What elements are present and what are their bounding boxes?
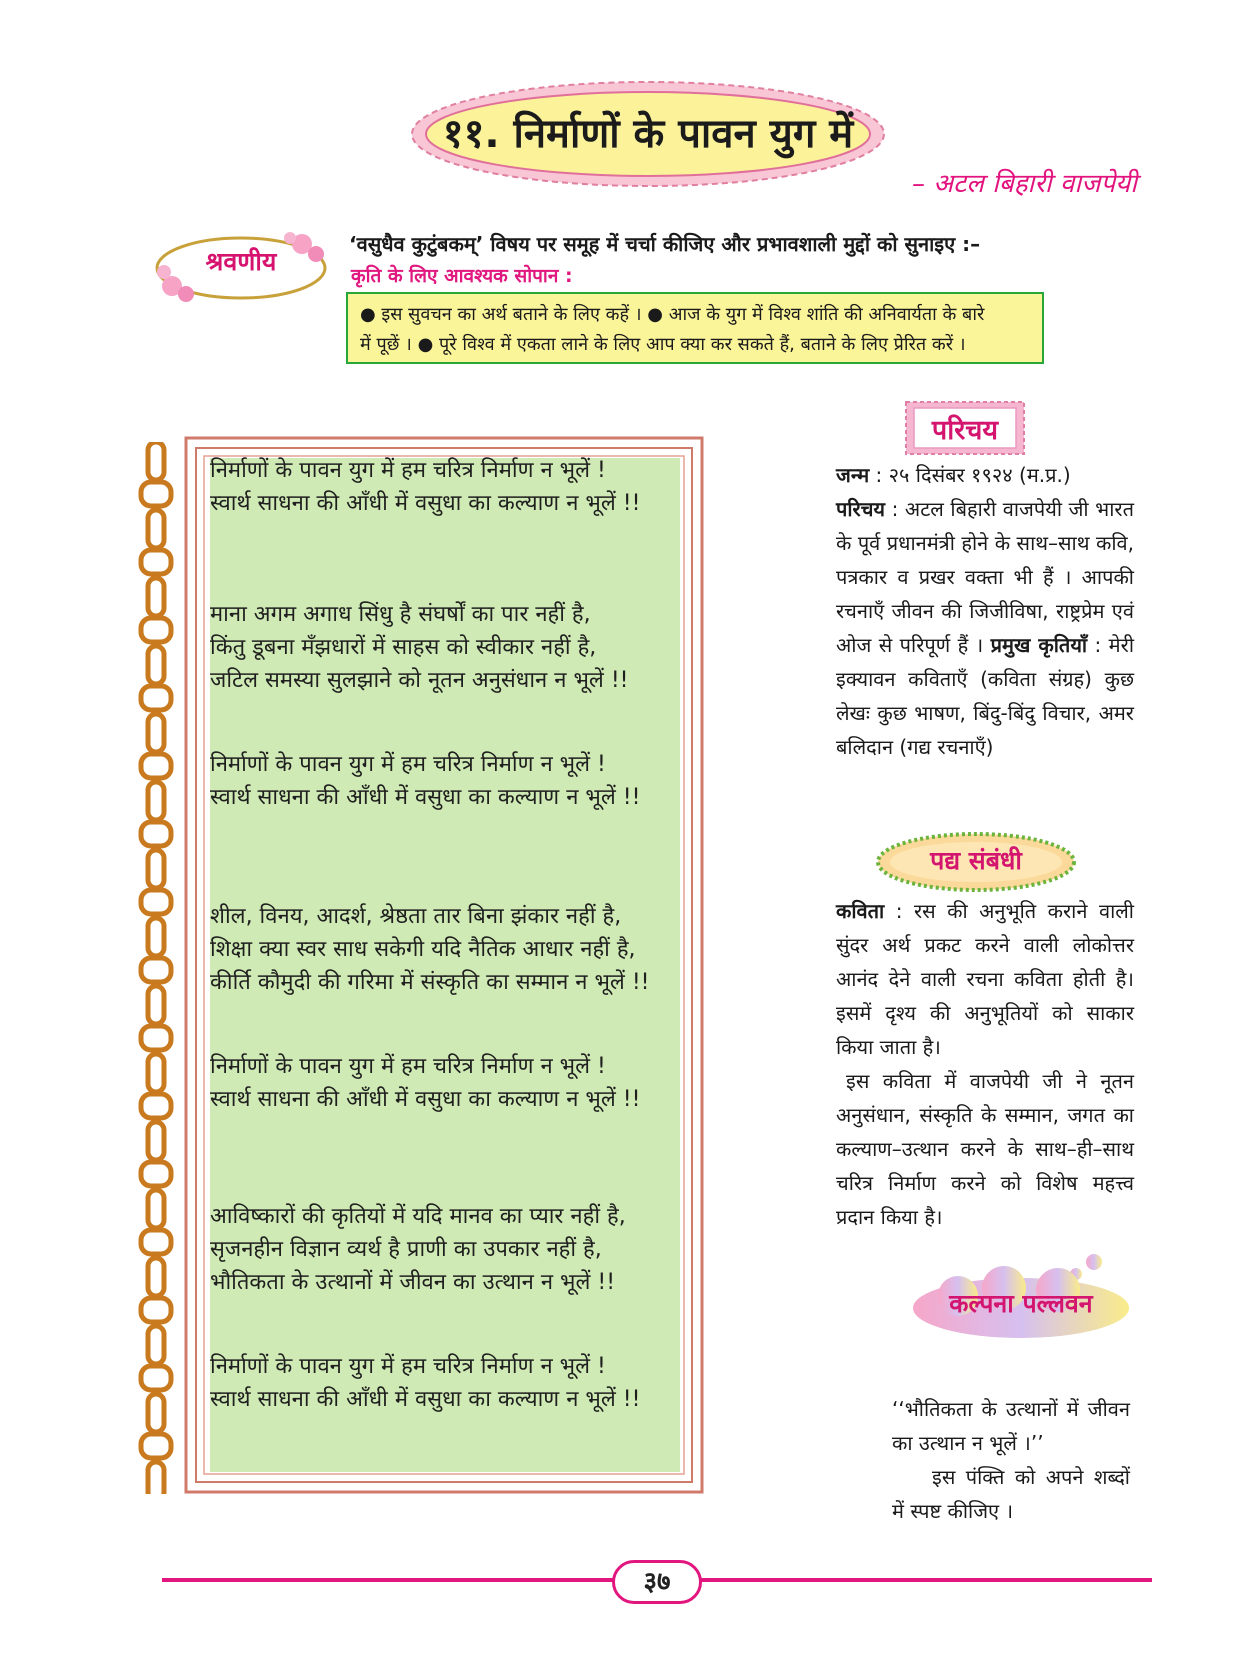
kalpana-quote: ‘‘भौतिकता के उत्थानों में जीवन का उत्थान न भूलें ।’’ xyxy=(892,1397,1130,1455)
chain-link xyxy=(141,1162,171,1186)
chain-link xyxy=(141,1434,171,1458)
chain-link xyxy=(141,550,171,574)
chain-link xyxy=(141,890,171,914)
poem-line: स्वार्थ साधना की आँधी में वसुधा का कल्याण न भूलें !! xyxy=(210,1387,641,1412)
poem-stanza xyxy=(210,598,628,697)
chain-link xyxy=(148,986,164,1024)
kalpana-content xyxy=(892,1392,1130,1528)
kalpana-instruction: इस पंक्ति को अपने शब्दों में स्पष्ट कीजिए । xyxy=(892,1465,1130,1523)
chain-link xyxy=(141,1230,171,1254)
intro-label: परिचय xyxy=(836,497,886,521)
steps-line: में पूछें । ● पूरे विश्व में एकता लाने के लिए आप क्या कर सकते हैं, बताने के लिए प्रेरित करें । xyxy=(360,334,966,355)
poem-stanza xyxy=(210,454,640,520)
works-label: प्रमुख कृतियाँ xyxy=(990,633,1088,657)
intro-text: : अटल बिहारी वाजपेयी जी भारत के पूर्व प्रधानमंत्री होने के साथ–साथ कवि, पत्रकार व प्रखर वक्ता भी हैं । आपकी रचनाएँ जीवन की जिजीविषा, राष्ट्रप्रेम एवं ओज से परिपूर्ण हैं । xyxy=(836,497,1134,657)
page-number: ३७ xyxy=(612,1560,702,1604)
chain-link xyxy=(148,442,164,480)
chain-link xyxy=(141,754,171,778)
poem-line: भौतिकता के उत्थानों में जीवन का उत्थान न भूलें !! xyxy=(210,1270,616,1295)
kavita-definition xyxy=(836,894,1134,1234)
author-bio xyxy=(836,458,1134,764)
shravaniya-badge xyxy=(152,232,330,304)
chain-link xyxy=(148,510,164,548)
chain-link xyxy=(141,618,171,642)
chain-decoration-icon xyxy=(138,442,174,1494)
poem-stanza xyxy=(210,1350,640,1416)
page-title: ११. निर्माणों के पावन युग में xyxy=(442,111,854,157)
poem-description: इस कविता में वाजपेयी जी ने नूतन अनुसंधान, संस्कृति के सम्मान, जगत का कल्याण–उत्थान करने के साथ–ही–साथ चरित्र निर्माण करने को विशेष महत्त्व प्रदान किया है। xyxy=(836,1069,1134,1229)
poem-line: सृजनहीन विज्ञान व्यर्थ है प्राणी का उपकार नहीं है, xyxy=(210,1237,602,1262)
poem-line: निर्माणों के पावन युग में हम चरित्र निर्माण न भूलें ! xyxy=(210,1354,606,1379)
parichay-badge xyxy=(904,400,1026,456)
poem-line: कीर्ति कौमुदी की गरिमा में संस्कृति का सम्मान न भूलें !! xyxy=(210,970,650,995)
chain-link xyxy=(141,1094,171,1118)
padya-label: पद्य संबंधी xyxy=(930,846,1022,875)
chain-link xyxy=(148,1326,164,1364)
chain-link xyxy=(148,1190,164,1228)
chain-link xyxy=(148,850,164,888)
poem-line: जटिल समस्या सुलझाने को नूतन अनुसंधान न भूलें !! xyxy=(210,668,629,693)
parichay-label: परिचय xyxy=(931,415,999,446)
poem-line: निर्माणों के पावन युग में हम चरित्र निर्माण न भूलें ! xyxy=(210,458,606,483)
chain-link xyxy=(148,578,164,616)
chain-link xyxy=(141,1298,171,1322)
chain-link xyxy=(141,686,171,710)
kalpana-label: कल्पना पल्लवन xyxy=(949,1289,1093,1318)
birth-label: जन्म xyxy=(836,463,870,487)
works-text: : मेरी इक्यावन कविताएँ (कविता संग्रह) कुछ लेखः कुछ भाषण, बिंदु-बिंदु विचार, अमर बलिदान (गद्य रचनाएँ) xyxy=(836,633,1134,759)
poem-line: शील, विनय, आदर्श, श्रेष्ठता तार बिना झंकार नहीं है, xyxy=(210,904,622,929)
birth-text: : २५ दिसंबर १९२४ (म.प्र.) xyxy=(869,463,1071,487)
poem-stanza xyxy=(210,1200,626,1299)
chain-icon xyxy=(138,442,174,1494)
chain-link xyxy=(148,1054,164,1092)
chain-link xyxy=(141,822,171,846)
chain-link xyxy=(148,1258,164,1296)
chain-link xyxy=(148,918,164,956)
chain-link xyxy=(148,1394,164,1432)
title-banner xyxy=(408,78,888,190)
steps-line: ● इस सुवचन का अर्थ बताने के लिए कहें । ● आज के युग में विश्व शांति की अनिवार्यता के बारे xyxy=(360,304,985,325)
chain-link xyxy=(148,646,164,684)
poem-stanza xyxy=(210,900,649,999)
poem-stanza xyxy=(210,1050,640,1116)
chain-link xyxy=(148,1122,164,1160)
kavita-info xyxy=(836,894,1134,1064)
kavita-label: कविता xyxy=(836,899,885,923)
chain-link xyxy=(148,1462,164,1494)
chain-link xyxy=(148,782,164,820)
chain-link xyxy=(148,714,164,752)
poem-line: आविष्कारों की कृतियों में यदि मानव का प्यार नहीं है, xyxy=(210,1204,626,1229)
birth-info xyxy=(836,458,1134,492)
shravaniya-label: श्रवणीय xyxy=(205,247,277,276)
steps-label: कृति के लिए आवश्यक सोपान : xyxy=(351,265,573,287)
poem-line: शिक्षा क्या स्वर साध सकेगी यदि नैतिक आधार नहीं है, xyxy=(210,937,636,962)
chain-link xyxy=(141,1026,171,1050)
chain-link xyxy=(141,958,171,982)
kavita-text: : रस की अनुभूति कराने वाली सुंदर अर्थ प्रकट करने वाली लोकोत्तर आनंद देने वाली रचना कविता होती है। इसमें दृश्य की अनुभूतियों को साकार किया जाता है। xyxy=(836,899,1134,1059)
chain-link xyxy=(141,482,171,506)
poem-line: स्वार्थ साधना की आँधी में वसुधा का कल्याण न भूलें !! xyxy=(210,785,641,810)
poem-line: माना अगम अगाध सिंधु है संघर्षों का पार नहीं है, xyxy=(210,602,591,627)
steps-box xyxy=(346,292,1044,364)
author-name: – अटल बिहारी वाजपेयी xyxy=(912,169,1137,199)
poem-line: किंतु डूबना मँझधारों में साहस को स्वीकार नहीं है, xyxy=(210,635,597,660)
poem-stanza xyxy=(210,748,640,814)
poem-line: स्वार्थ साधना की आँधी में वसुधा का कल्याण न भूलें !! xyxy=(210,1087,641,1112)
intro-info xyxy=(836,492,1134,764)
padya-badge xyxy=(874,830,1078,894)
kalpana-badge xyxy=(908,1252,1134,1340)
poem-line: स्वार्थ साधना की आँधी में वसुधा का कल्याण न भूलें !! xyxy=(210,491,641,516)
chain-link xyxy=(141,1366,171,1390)
listening-instruction: ‘वसुधैव कुटुंबकम्’ विषय पर समूह में चर्चा कीजिए और प्रभावशाली मुद्दों को सुनाइए :– xyxy=(349,232,981,256)
poem-line: निर्माणों के पावन युग में हम चरित्र निर्माण न भूलें ! xyxy=(210,1054,606,1079)
poem-line: निर्माणों के पावन युग में हम चरित्र निर्माण न भूलें ! xyxy=(210,752,606,777)
